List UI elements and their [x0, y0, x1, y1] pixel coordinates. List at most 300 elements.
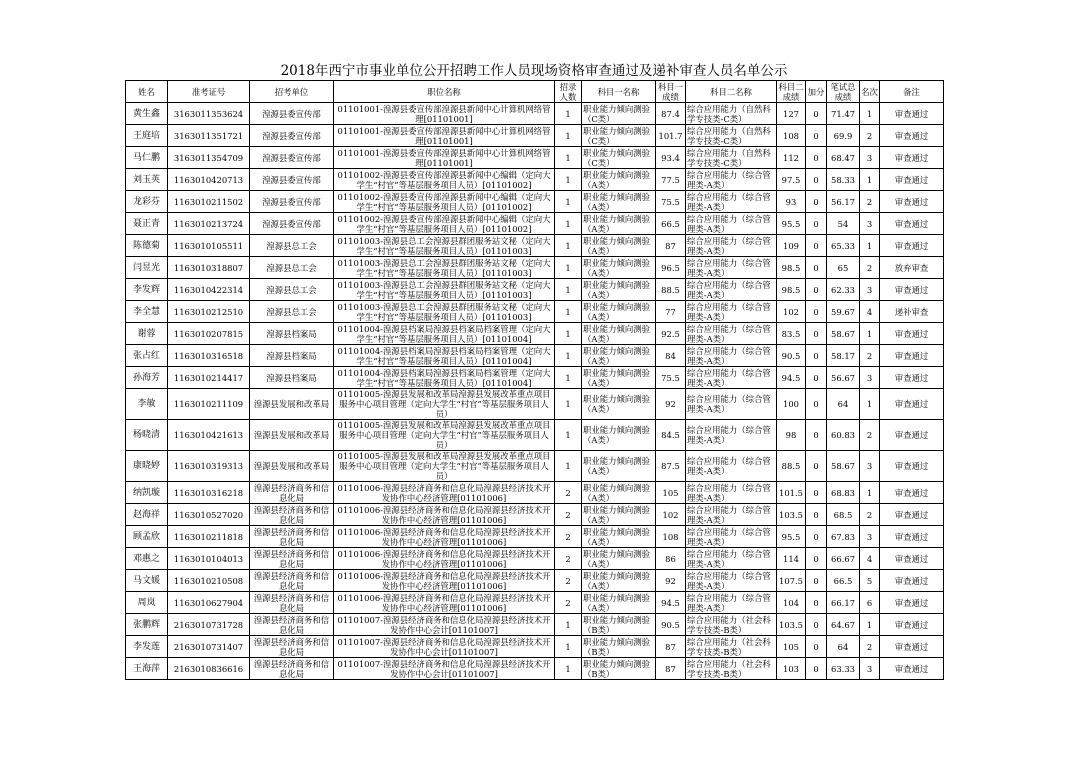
cell-position: 01101007-湟源县经济商务和信息化局湟源县经济技术开发协作中心会计[01101007] — [334, 614, 555, 636]
cell-total: 60.83 — [827, 420, 860, 451]
cell-score2: 95.5 — [777, 526, 806, 548]
cell-total: 65.33 — [827, 235, 860, 257]
cell-quota: 2 — [555, 570, 582, 592]
table-row — [126, 213, 944, 235]
cell-subject1: 职业能力倾向测验（A类） — [582, 213, 656, 235]
cell-subject1: 职业能力倾向测验（C类） — [582, 103, 656, 125]
cell-unit: 湟源县经济商务和信息化局 — [250, 482, 334, 504]
cell-position: 01101007-湟源县经济商务和信息化局湟源县经济技术开发协作中心会计[01101007] — [334, 658, 555, 680]
table-row — [126, 548, 944, 570]
cell-total: 66.5 — [827, 570, 860, 592]
cell-unit: 湟源县总工会 — [250, 235, 334, 257]
cell-unit: 湟源县经济商务和信息化局 — [250, 570, 334, 592]
cell-bonus: 0 — [806, 548, 827, 570]
cell-subject2: 综合应用能力（社会科学专技类-B类） — [686, 658, 777, 680]
cell-score2: 114 — [777, 548, 806, 570]
cell-total: 69.9 — [827, 125, 860, 147]
cell-quota: 2 — [555, 592, 582, 614]
cell-unit: 湟源县经济商务和信息化局 — [250, 592, 334, 614]
header-quota: 招录人数 — [555, 81, 582, 103]
cell-rank: 6 — [860, 592, 880, 614]
cell-rank: 2 — [860, 420, 880, 451]
cell-rank: 2 — [860, 191, 880, 213]
cell-total: 58.67 — [827, 323, 860, 345]
cell-subject1: 职业能力倾向测验（C类） — [582, 147, 656, 169]
cell-exam-id: 3163011353624 — [168, 103, 250, 125]
cell-name: 龙彩芬 — [126, 191, 168, 213]
cell-position: 01101006-湟源县经济商务和信息化局湟源县经济技术开发协作中心经济管理[01101006] — [334, 504, 555, 526]
cell-subject2: 综合应用能力（综合管理类-A类） — [686, 279, 777, 301]
cell-rank: 3 — [860, 147, 880, 169]
cell-subject2: 综合应用能力（综合管理类-A类） — [686, 257, 777, 279]
cell-score1: 87.4 — [656, 103, 686, 125]
cell-subject2: 综合应用能力（自然科学专技类-C类） — [686, 125, 777, 147]
cell-score1: 87 — [656, 636, 686, 658]
cell-rank: 1 — [860, 482, 880, 504]
cell-rank: 2 — [860, 636, 880, 658]
cell-quota: 1 — [555, 279, 582, 301]
header-row — [126, 81, 944, 103]
cell-bonus: 0 — [806, 389, 827, 420]
table-row — [126, 526, 944, 548]
cell-name: 孙海芳 — [126, 367, 168, 389]
cell-unit: 湟源县发展和改革局 — [250, 389, 334, 420]
cell-rank: 1 — [860, 169, 880, 191]
cell-bonus: 0 — [806, 367, 827, 389]
cell-score1: 88.5 — [656, 279, 686, 301]
cell-position: 01101003-湟源县总工会湟源县群团服务站文秘（定向大学生“村官”等基层服务项目人员）[01101003] — [334, 279, 555, 301]
cell-subject2: 综合应用能力（综合管理类-A类） — [686, 235, 777, 257]
cell-quota: 1 — [555, 420, 582, 451]
cell-name: 李全慧 — [126, 301, 168, 323]
header-unit: 招考单位 — [250, 81, 334, 103]
cell-score2: 103.5 — [777, 504, 806, 526]
cell-name: 王海萍 — [126, 658, 168, 680]
cell-score1: 102 — [656, 504, 686, 526]
header-subject1: 科目一名称 — [582, 81, 656, 103]
cell-score2: 98 — [777, 420, 806, 451]
table-row — [126, 482, 944, 504]
cell-name: 康晓婷 — [126, 451, 168, 482]
cell-score2: 101.5 — [777, 482, 806, 504]
cell-subject1: 职业能力倾向测验（A类） — [582, 301, 656, 323]
header-bonus: 加分 — [806, 81, 827, 103]
cell-score1: 75.5 — [656, 191, 686, 213]
cell-bonus: 0 — [806, 279, 827, 301]
header-total: 笔试总成绩 — [827, 81, 860, 103]
cell-total: 58.33 — [827, 169, 860, 191]
cell-remark: 审查通过 — [880, 323, 944, 345]
cell-bonus: 0 — [806, 147, 827, 169]
cell-remark: 审查通过 — [880, 451, 944, 482]
cell-score2: 103 — [777, 658, 806, 680]
table-row — [126, 504, 944, 526]
cell-subject2: 综合应用能力（综合管理类-A类） — [686, 389, 777, 420]
cell-subject1: 职业能力倾向测验（A类） — [582, 257, 656, 279]
cell-score1: 84.5 — [656, 420, 686, 451]
cell-total: 56.17 — [827, 191, 860, 213]
cell-position: 01101002-湟源县委宣传部湟源县新闻中心编辑（定向大学生“村官”等基层服务项目人员）[01101002] — [334, 169, 555, 191]
cell-unit: 湟源县委宣传部 — [250, 125, 334, 147]
header-subject2: 科目二名称 — [686, 81, 777, 103]
cell-total: 58.17 — [827, 345, 860, 367]
header-position: 职位名称 — [334, 81, 555, 103]
cell-score2: 104 — [777, 592, 806, 614]
header-score2: 科目二成绩 — [778, 81, 804, 102]
cell-quota: 1 — [555, 367, 582, 389]
cell-score1: 75.5 — [656, 367, 686, 389]
cell-score1: 96.5 — [656, 257, 686, 279]
cell-remark: 审查通过 — [880, 548, 944, 570]
cell-score1: 87.5 — [656, 451, 686, 482]
cell-subject1: 职业能力倾向测验（A类） — [582, 389, 656, 420]
cell-position: 01101006-湟源县经济商务和信息化局湟源县经济技术开发协作中心经济管理[01101006] — [334, 526, 555, 548]
cell-score1: 87 — [656, 235, 686, 257]
table-row — [126, 389, 944, 420]
cell-rank: 1 — [860, 323, 880, 345]
header-remark: 备注 — [880, 81, 944, 103]
cell-subject2: 综合应用能力（综合管理类-A类） — [686, 301, 777, 323]
cell-unit: 湟源县总工会 — [250, 301, 334, 323]
cell-bonus: 0 — [806, 570, 827, 592]
cell-quota: 1 — [555, 191, 582, 213]
cell-exam-id: 3163011354709 — [168, 147, 250, 169]
cell-exam-id: 1163010211109 — [168, 389, 250, 420]
table-row — [126, 147, 944, 169]
cell-exam-id: 1163010422314 — [168, 279, 250, 301]
cell-exam-id: 1163010627904 — [168, 592, 250, 614]
cell-score2: 109 — [777, 235, 806, 257]
cell-position: 01101003-湟源县总工会湟源县群团服务站文秘（定向大学生“村官”等基层服务项目人员）[01101003] — [334, 301, 555, 323]
cell-name: 纳凯璇 — [126, 482, 168, 504]
table-row — [126, 279, 944, 301]
cell-unit: 湟源县经济商务和信息化局 — [250, 526, 334, 548]
cell-subject2: 综合应用能力（综合管理类-A类） — [686, 570, 777, 592]
cell-total: 66.67 — [827, 548, 860, 570]
cell-total: 66.17 — [827, 592, 860, 614]
cell-name: 马文媛 — [126, 570, 168, 592]
cell-subject1: 职业能力倾向测验（A类） — [582, 279, 656, 301]
cell-quota: 1 — [555, 301, 582, 323]
table-row — [126, 420, 944, 451]
cell-subject2: 综合应用能力（综合管理类-A类） — [686, 420, 777, 451]
cell-subject1: 职业能力倾向测验（B类） — [582, 658, 656, 680]
cell-total: 56.67 — [827, 367, 860, 389]
cell-quota: 1 — [555, 125, 582, 147]
cell-name: 闫昱光 — [126, 257, 168, 279]
cell-total: 64 — [827, 389, 860, 420]
cell-subject1: 职业能力倾向测验（A类） — [582, 323, 656, 345]
header-score1: 科目一成绩 — [656, 81, 686, 103]
cell-quota: 1 — [555, 614, 582, 636]
cell-bonus: 0 — [806, 191, 827, 213]
table-row — [126, 367, 944, 389]
cell-name: 赵海祥 — [126, 504, 168, 526]
cell-total: 68.5 — [827, 504, 860, 526]
cell-name: 刘玉英 — [126, 169, 168, 191]
table-row — [126, 570, 944, 592]
cell-subject2: 综合应用能力（自然科学专技类-C类） — [686, 103, 777, 125]
cell-score1: 86 — [656, 548, 686, 570]
cell-score2: 90.5 — [777, 345, 806, 367]
cell-unit: 湟源县经济商务和信息化局 — [250, 636, 334, 658]
cell-quota: 2 — [555, 504, 582, 526]
cell-score2: 83.5 — [777, 323, 806, 345]
cell-position: 01101006-湟源县经济商务和信息化局湟源县经济技术开发协作中心经济管理[01101006] — [334, 548, 555, 570]
cell-subject2: 综合应用能力（综合管理类-A类） — [686, 504, 777, 526]
table-row — [126, 323, 944, 345]
cell-unit: 湟源县发展和改革局 — [250, 451, 334, 482]
cell-quota: 1 — [555, 345, 582, 367]
cell-subject1: 职业能力倾向测验（A类） — [582, 169, 656, 191]
cell-quota: 1 — [555, 169, 582, 191]
cell-name: 张占红 — [126, 345, 168, 367]
cell-remark: 递补审查 — [880, 301, 944, 323]
cell-remark: 审查通过 — [880, 169, 944, 191]
cell-position: 01101004-湟源县档案局湟源县档案局档案管理（定向大学生“村官”等基层服务项目人员）[01101004] — [334, 345, 555, 367]
page-title: 2018年西宁市事业单位公开招聘工作人员现场资格审查通过及递补审查人员名单公示 — [280, 63, 788, 79]
cell-subject2: 综合应用能力（综合管理类-A类） — [686, 592, 777, 614]
cell-bonus: 0 — [806, 235, 827, 257]
cell-score1: 93.4 — [656, 147, 686, 169]
table-row — [126, 592, 944, 614]
cell-subject1: 职业能力倾向测验（A类） — [582, 526, 656, 548]
cell-subject2: 综合应用能力（综合管理类-A类） — [686, 169, 777, 191]
cell-exam-id: 3163011351721 — [168, 125, 250, 147]
cell-subject2: 综合应用能力（综合管理类-A类） — [686, 191, 777, 213]
cell-subject2: 综合应用能力（综合管理类-A类） — [686, 548, 777, 570]
cell-exam-id: 1163010420713 — [168, 169, 250, 191]
cell-bonus: 0 — [806, 257, 827, 279]
cell-bonus: 0 — [806, 482, 827, 504]
cell-position: 01101003-湟源县总工会湟源县群团服务站文秘（定向大学生“村官”等基层服务项目人员）[01101003] — [334, 257, 555, 279]
cell-total: 64 — [827, 636, 860, 658]
cell-name: 邓惠之 — [126, 548, 168, 570]
cell-quota: 1 — [555, 323, 582, 345]
cell-remark: 审查通过 — [880, 125, 944, 147]
cell-score1: 84 — [656, 345, 686, 367]
cell-score2: 97.5 — [777, 169, 806, 191]
cell-rank: 1 — [860, 614, 880, 636]
cell-rank: 3 — [860, 279, 880, 301]
cell-subject2: 综合应用能力（综合管理类-A类） — [686, 482, 777, 504]
cell-subject2: 综合应用能力（自然科学专技类-C类） — [686, 147, 777, 169]
table-row — [126, 658, 944, 680]
cell-rank: 3 — [860, 451, 880, 482]
cell-quota: 2 — [555, 526, 582, 548]
cell-unit: 湟源县委宣传部 — [250, 213, 334, 235]
cell-bonus: 0 — [806, 504, 827, 526]
cell-quota: 1 — [555, 103, 582, 125]
cell-subject1: 职业能力倾向测验（A类） — [582, 191, 656, 213]
table-row — [126, 235, 944, 257]
cell-bonus: 0 — [806, 636, 827, 658]
cell-total: 64.67 — [827, 614, 860, 636]
cell-score1: 92.5 — [656, 323, 686, 345]
cell-name: 周岚 — [126, 592, 168, 614]
cell-exam-id: 1163010211502 — [168, 191, 250, 213]
cell-rank: 5 — [860, 570, 880, 592]
table-row — [126, 451, 944, 482]
cell-remark: 审查通过 — [880, 213, 944, 235]
cell-quota: 1 — [555, 213, 582, 235]
cell-unit: 湟源县经济商务和信息化局 — [250, 548, 334, 570]
cell-subject2: 综合应用能力（综合管理类-A类） — [686, 323, 777, 345]
cell-score2: 127 — [777, 103, 806, 125]
cell-bonus: 0 — [806, 451, 827, 482]
cell-subject2: 综合应用能力（综合管理类-A类） — [686, 367, 777, 389]
cell-unit: 湟源县委宣传部 — [250, 169, 334, 191]
table-row — [126, 169, 944, 191]
cell-subject1: 职业能力倾向测验（A类） — [582, 570, 656, 592]
cell-unit: 湟源县总工会 — [250, 257, 334, 279]
cell-position: 01101006-湟源县经济商务和信息化局湟源县经济技术开发协作中心经济管理[01101006] — [334, 592, 555, 614]
cell-remark: 审查通过 — [880, 389, 944, 420]
cell-score2: 93 — [777, 191, 806, 213]
cell-remark: 审查通过 — [880, 504, 944, 526]
cell-bonus: 0 — [806, 169, 827, 191]
cell-position: 01101001-湟源县委宣传部湟源县新闻中心计算机网络管理[01101001] — [334, 147, 555, 169]
cell-remark: 审查通过 — [880, 526, 944, 548]
cell-subject1: 职业能力倾向测验（A类） — [582, 548, 656, 570]
cell-name: 马仁鹏 — [126, 147, 168, 169]
cell-total: 58.67 — [827, 451, 860, 482]
cell-position: 01101004-湟源县档案局湟源县档案局档案管理（定向大学生“村官”等基层服务项目人员）[01101004] — [334, 367, 555, 389]
cell-subject2: 综合应用能力（综合管理类-A类） — [686, 345, 777, 367]
cell-bonus: 0 — [806, 420, 827, 451]
cell-total: 62.33 — [827, 279, 860, 301]
cell-name: 杨晓清 — [126, 420, 168, 451]
cell-score2: 108 — [777, 125, 806, 147]
cell-rank: 4 — [860, 301, 880, 323]
cell-score1: 77 — [656, 301, 686, 323]
cell-score2: 98.5 — [777, 257, 806, 279]
cell-remark: 审查通过 — [880, 636, 944, 658]
cell-subject1: 职业能力倾向测验（A类） — [582, 367, 656, 389]
table-row — [126, 345, 944, 367]
cell-exam-id: 1163010319313 — [168, 451, 250, 482]
cell-rank: 2 — [860, 257, 880, 279]
table-row — [126, 614, 944, 636]
cell-position: 01101007-湟源县经济商务和信息化局湟源县经济技术开发协作中心会计[01101007] — [334, 636, 555, 658]
cell-score1: 108 — [656, 526, 686, 548]
cell-exam-id: 1163010527020 — [168, 504, 250, 526]
cell-exam-id: 1163010318807 — [168, 257, 250, 279]
cell-position: 01101003-湟源县总工会湟源县群团服务站文秘（定向大学生“村官”等基层服务项目人员）[01101003] — [334, 235, 555, 257]
cell-exam-id: 1163010421613 — [168, 420, 250, 451]
cell-total: 65 — [827, 257, 860, 279]
table-row — [126, 103, 944, 125]
cell-remark: 审查通过 — [880, 345, 944, 367]
cell-rank: 4 — [860, 548, 880, 570]
cell-remark: 审查通过 — [880, 279, 944, 301]
cell-quota: 1 — [555, 389, 582, 420]
cell-unit: 湟源县档案局 — [250, 345, 334, 367]
cell-subject1: 职业能力倾向测验（A类） — [582, 420, 656, 451]
cell-exam-id: 1163010211818 — [168, 526, 250, 548]
cell-name: 聂正青 — [126, 213, 168, 235]
cell-unit: 湟源县委宣传部 — [250, 147, 334, 169]
cell-remark: 审查通过 — [880, 482, 944, 504]
header-rank: 名次 — [860, 81, 880, 103]
cell-score2: 95.5 — [777, 213, 806, 235]
cell-position: 01101006-湟源县经济商务和信息化局湟源县经济技术开发协作中心经济管理[01101006] — [334, 482, 555, 504]
cell-exam-id: 1163010212510 — [168, 301, 250, 323]
candidate-table — [125, 80, 944, 680]
cell-total: 67.83 — [827, 526, 860, 548]
cell-bonus: 0 — [806, 614, 827, 636]
cell-bonus: 0 — [806, 345, 827, 367]
cell-score1: 66.5 — [656, 213, 686, 235]
cell-total: 63.33 — [827, 658, 860, 680]
cell-quota: 1 — [555, 451, 582, 482]
cell-remark: 审查通过 — [880, 658, 944, 680]
cell-remark: 审查通过 — [880, 420, 944, 451]
cell-score2: 102 — [777, 301, 806, 323]
cell-total: 71.47 — [827, 103, 860, 125]
cell-subject1: 职业能力倾向测验（B类） — [582, 614, 656, 636]
cell-subject2: 综合应用能力（社会科学专技类-B类） — [686, 636, 777, 658]
table-row — [126, 125, 944, 147]
cell-exam-id: 2163010836616 — [168, 658, 250, 680]
cell-total: 54 — [827, 213, 860, 235]
cell-rank: 3 — [860, 526, 880, 548]
cell-score1: 77.5 — [656, 169, 686, 191]
table-row — [126, 257, 944, 279]
cell-score2: 100 — [777, 389, 806, 420]
cell-score1: 92 — [656, 389, 686, 420]
cell-subject2: 综合应用能力（综合管理类-A类） — [686, 451, 777, 482]
cell-subject1: 职业能力倾向测验（A类） — [582, 504, 656, 526]
cell-remark: 审查通过 — [880, 367, 944, 389]
cell-unit: 湟源县经济商务和信息化局 — [250, 658, 334, 680]
cell-name: 陈德菊 — [126, 235, 168, 257]
header-name: 姓名 — [126, 81, 168, 103]
cell-exam-id: 1163010207815 — [168, 323, 250, 345]
cell-subject1: 职业能力倾向测验（A类） — [582, 345, 656, 367]
cell-rank: 3 — [860, 213, 880, 235]
cell-exam-id: 1163010104013 — [168, 548, 250, 570]
header-exam-id: 准考证号 — [168, 81, 250, 103]
cell-score1: 105 — [656, 482, 686, 504]
cell-score1: 94.5 — [656, 592, 686, 614]
cell-rank: 1 — [860, 235, 880, 257]
cell-exam-id: 1163010316218 — [168, 482, 250, 504]
cell-rank: 2 — [860, 345, 880, 367]
cell-remark: 审查通过 — [880, 570, 944, 592]
cell-name: 王庭培 — [126, 125, 168, 147]
cell-quota: 1 — [555, 257, 582, 279]
table-row — [126, 301, 944, 323]
cell-remark: 审查通过 — [880, 614, 944, 636]
cell-position: 01101001-湟源县委宣传部湟源县新闻中心计算机网络管理[01101001] — [334, 125, 555, 147]
cell-subject2: 综合应用能力（社会科学专技类-B类） — [686, 614, 777, 636]
cell-remark: 审查通过 — [880, 592, 944, 614]
cell-quota: 2 — [555, 548, 582, 570]
cell-unit: 湟源县档案局 — [250, 323, 334, 345]
cell-score2: 105 — [777, 636, 806, 658]
cell-quota: 1 — [555, 636, 582, 658]
cell-position: 01101002-湟源县委宣传部湟源县新闻中心编辑（定向大学生“村官”等基层服务项目人员）[01101002] — [334, 191, 555, 213]
cell-position: 01101005-湟源县发展和改革局湟源县发展改革重点项目服务中心项目管理（定向大学生“村官”等基层服务项目人员） — [334, 389, 555, 420]
cell-position: 01101006-湟源县经济商务和信息化局湟源县经济技术开发协作中心经济管理[01101006] — [334, 570, 555, 592]
cell-bonus: 0 — [806, 301, 827, 323]
cell-quota: 1 — [555, 658, 582, 680]
cell-quota: 2 — [555, 482, 582, 504]
cell-quota: 1 — [555, 235, 582, 257]
cell-subject1: 职业能力倾向测验（A类） — [582, 235, 656, 257]
cell-rank: 3 — [860, 658, 880, 680]
